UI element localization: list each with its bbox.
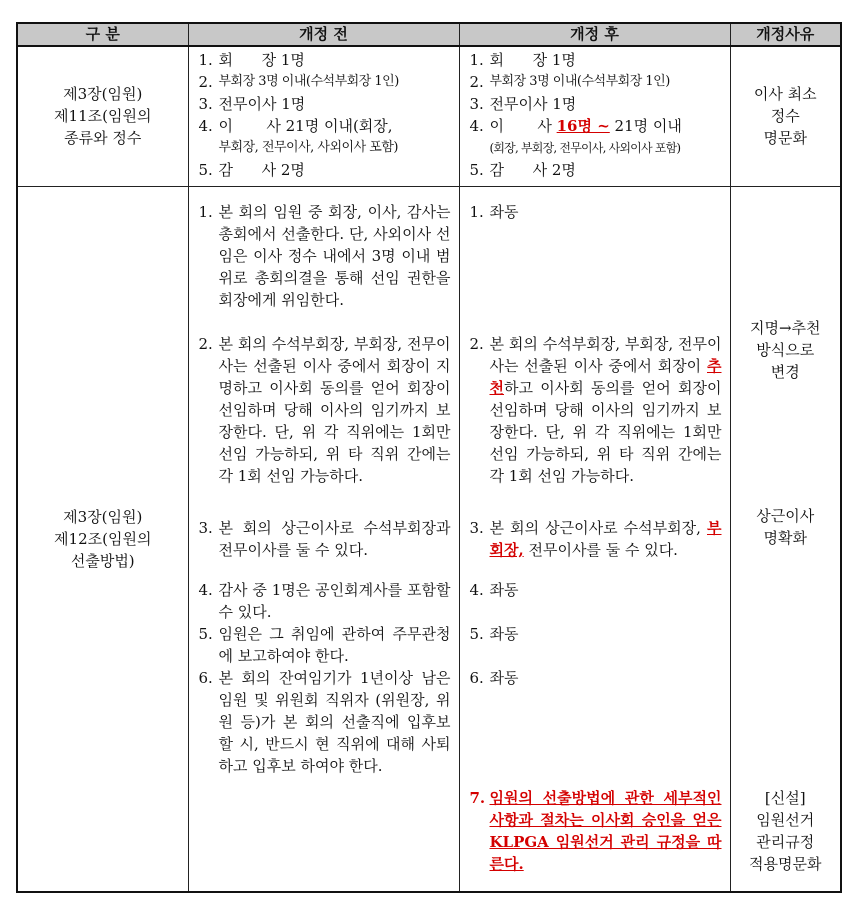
list-item: 1. 좌동 [469,202,519,221]
reason-line: 명문화 [763,129,807,148]
reason-block: [신설] 임원선거 관리규정 적용명문화 [749,788,822,873]
amended-text: 16명 ~ [556,117,610,135]
list-item: 4. 감사 중 1명은 공인회계사를 포함할 수 있다. [198,580,451,621]
reason-cell [730,186,841,892]
reason-line: 정수 [770,107,800,126]
amended-text: 추천 [489,356,722,397]
list-item: 2. 부회장 3명 이내(수석부회장 1인) [198,73,399,91]
reason-block: 상근이사 명확화 [756,506,815,547]
list-item: 1. 회 장 1명 [198,51,305,69]
section-line: 제3장(임원) [63,85,143,104]
after-cell [459,186,730,892]
table-header-row [17,23,841,46]
amendment-table-wrapper [16,22,840,893]
list-item: 5. 감 사 2명 [469,161,576,179]
section-cell [17,186,188,892]
list-item: 3. 본 회의 상근이사로 수석부회장, 부회장, 전무이사를 둘 수 있다. [469,518,722,559]
list-item: 4. 이 사 21명 이내(회장, [198,117,393,135]
section-cell [17,46,188,186]
section-line: 선출방법) [70,551,135,570]
list-item: 3. 본 회의 상근이사로 수석부회장과 전무이사를 둘 수 있다. [198,518,451,559]
reason-block: 지명→추천 방식으로 변경 [749,318,821,381]
list-item: 2. 부회장 3명 이내(수석부회장 1인) [469,73,670,91]
header-reason: 개정사유 [730,23,841,46]
section-line: 제3장(임원) [63,507,143,526]
header-category: 구 분 [17,23,188,46]
list-item: 5. 임원은 그 취임에 관하여 주무관청에 보고하여야 한다. [198,624,451,665]
list-item: 5. 감 사 2명 [198,161,305,179]
list-item: 3. 전무이사 1명 [198,95,306,113]
new-provision-text: 임원의 선출방법에 관한 세부적인 사항과 절차는 이사회 승인을 얻은 KLPGA 임원선거 관리 규정을 따른다. [489,788,722,873]
header-after: 개정 후 [459,23,730,46]
table-row [17,46,841,186]
header-before: 개정 전 [188,23,459,46]
list-item: 6. 좌동 [469,668,519,687]
list-item: 2. 본 회의 수석부회장, 부회장, 전무이사는 선출된 이사 중에서 회장이 지명하고 이사회 동의를 얻어 회장이 선임하며 당해 이사의 임기까지 보장한다. 단, 위 각 직위에는 1회만 선임 가능하되, 위 타 직위 간에는 각 1회 선임 가능하다. [198,334,451,485]
amended-text: 부회장, [489,518,722,559]
list-item: 1. 본 회의 임원 중 회장, 이사, 감사는 총회에서 선출한다. 단, 사외이사 선임은 이사 정수 내에서 3명 이내 범위로 총회의결을 통해 선임 권한을 회장에게 위임한다. [198,202,451,309]
section-line: 제11조(임원의 [54,107,152,126]
section-line: 종류와 정수 [64,129,142,148]
reason-cell [730,46,841,186]
reason-line: 이사 최소 [753,85,817,104]
list-item: 5. 좌동 [469,624,519,643]
section-line: 제12조(임원의 [54,529,152,548]
table-row [17,186,841,892]
list-item: (회장, 부회장, 전무이사, 사외이사 포함) [489,141,681,155]
list-item: 4. 이 사 16명 ~ 21명 이내 [469,117,682,135]
new-list-item: 7. 임원의 선출방법에 관한 세부적인 사항과 절차는 이사회 승인을 얻은 KLPGA 임원선거 관리 규정을 따른다. [469,788,722,873]
after-cell [459,46,730,186]
list-item: 6. 본 회의 잔여임기가 1년이상 남은 임원 및 위원회 직위자 (위원장, 위원 등)가 본 회의 선출직에 입후보 할 시, 반드시 현 직위에 대해 사퇴하고 입후보 하여야 한다. [198,668,451,775]
before-cell [188,186,459,892]
list-item: 1. 회 장 1명 [469,51,576,69]
before-cell [188,46,459,186]
amendment-comparison-table [16,22,842,893]
list-item: 2. 본 회의 수석부회장, 부회장, 전무이사는 선출된 이사 중에서 회장이 추천하고 이사회 동의를 얻어 회장이 선임하며 당해 이사의 임기까지 보장한다. 단, 위 각 직위에는 1회만 선임 가능하되, 위 타 직위 간에는 각 1회 선임 가능하다. [469,334,722,485]
list-item: 부회장, 전무이사, 사외이사 포함) [218,140,398,155]
list-item: 3. 전무이사 1명 [469,95,577,113]
list-item: 4. 좌동 [469,580,519,599]
